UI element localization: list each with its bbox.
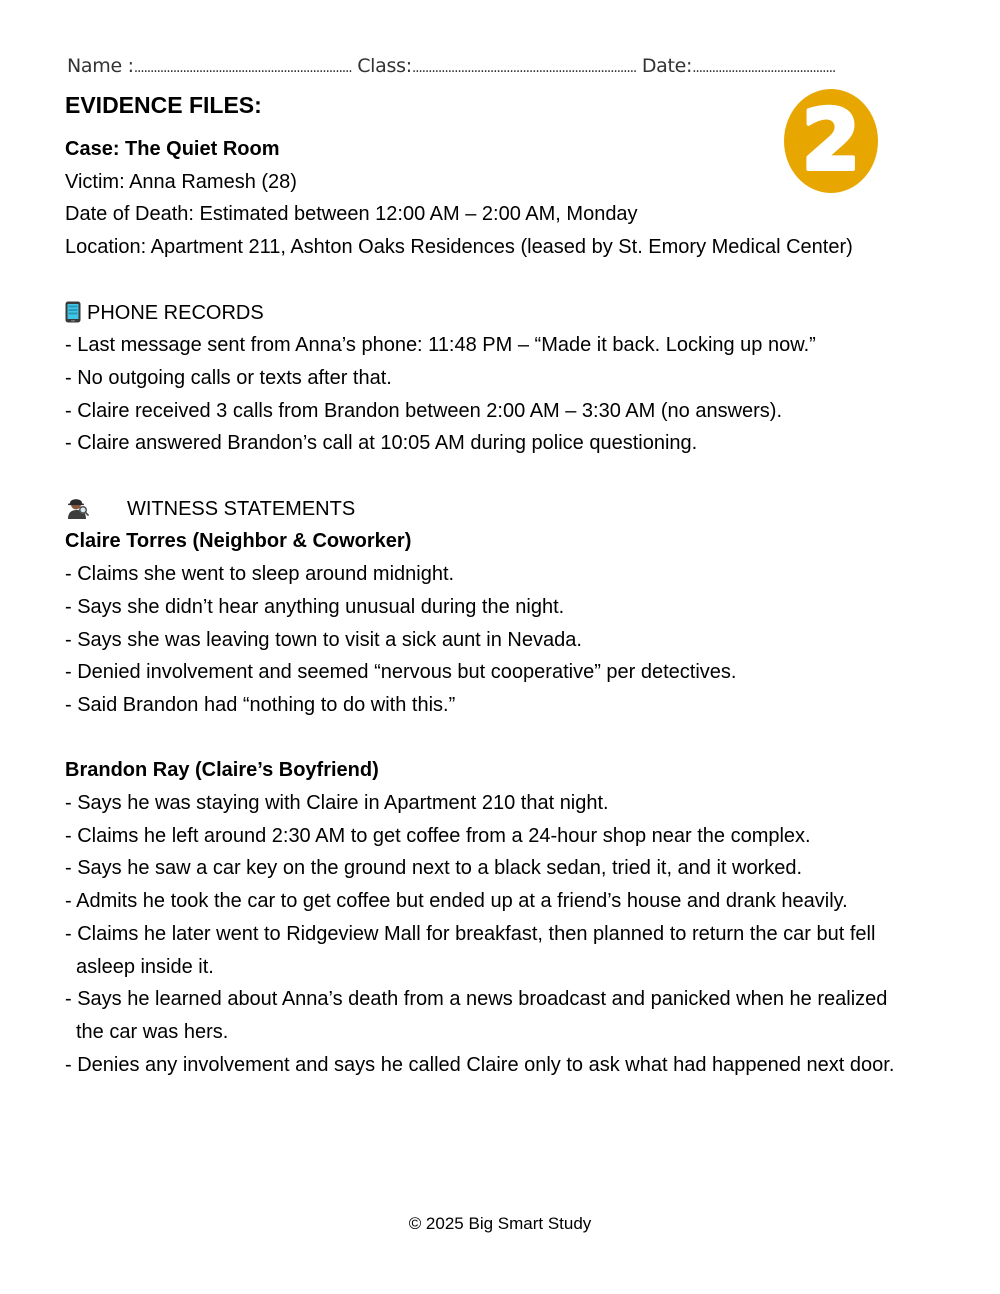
brandon-statement: - Says he was staying with Claire in Apartment 210 that night. (65, 792, 609, 815)
brandon-statement: - Claims he left around 2:30 AM to get coffee from a 24-hour shop near the complex. (65, 824, 811, 847)
brandon-statement-continued: the car was hers. (76, 1020, 229, 1043)
brandon-name: Brandon Ray (Claire’s Boyfriend) (65, 759, 379, 782)
brandon-statement: - Admits he took the car to get coffee but ended up at a friend’s house and drank heavily. (65, 890, 848, 913)
spacer (65, 460, 965, 493)
phone-record-item: - Claire answered Brandon’s call at 10:05 AM during police questioning. (65, 432, 698, 455)
student-info-line (67, 55, 947, 77)
badge-number: 2 (801, 91, 861, 189)
spacer (65, 264, 965, 297)
mobile-phone-icon (65, 301, 81, 323)
claire-statement: - Said Brandon had “nothing to do with this.” (65, 693, 456, 716)
evidence-content (65, 133, 965, 1081)
claire-statement: - Says she was leaving town to visit a sick aunt in Nevada. (65, 628, 582, 651)
case-title: Case: The Quiet Room (65, 138, 280, 160)
location-line: Location: Apartment 211, Ashton Oaks Residences (leased by St. Emory Medical Center) (65, 236, 853, 259)
claire-statement: - Says she didn’t hear anything unusual during the night. (65, 595, 565, 618)
date-blank[interactable]: ............................................ (692, 60, 836, 76)
victim-line: Victim: Anna Ramesh (28) (65, 170, 297, 193)
name-blank[interactable]: ................................................................... (133, 60, 352, 76)
phone-records-label: PHONE RECORDS (87, 301, 264, 324)
brandon-statement: - Claims he later went to Ridgeview Mall for breakfast, then planned to return the car but fell (65, 922, 876, 945)
claire-name: Claire Torres (Neighbor & Coworker) (65, 530, 412, 553)
claire-statement: - Claims she went to sleep around midnight. (65, 563, 455, 586)
phone-record-item: - No outgoing calls or texts after that. (65, 366, 392, 389)
detective-icon (65, 496, 89, 520)
brandon-statement-continued: asleep inside it. (76, 955, 214, 978)
phone-record-item: - Claire received 3 calls from Brandon between 2:00 AM – 3:30 AM (no answers). (65, 399, 783, 422)
brandon-statement: - Says he learned about Anna’s death from a news broadcast and panicked when he realized (65, 988, 888, 1011)
class-label: Class: (357, 55, 412, 77)
name-label: Name : (67, 55, 134, 77)
phone-record-item: - Last message sent from Anna’s phone: 11:48 PM – “Made it back. Locking up now.” (65, 334, 816, 357)
page-title: EVIDENCE FILES: (65, 92, 262, 118)
spacer (65, 722, 965, 755)
date-of-death-line: Date of Death: Estimated between 12:00 AM – 2:00 AM, Monday (65, 203, 638, 226)
class-blank[interactable]: ..................................................................... (411, 60, 637, 76)
copyright-footer: © 2025 Big Smart Study (408, 1214, 592, 1233)
date-label: Date: (641, 55, 693, 77)
phone-records-heading (65, 297, 965, 330)
witness-statements-heading (65, 493, 965, 526)
claire-statement: - Denied involvement and seemed “nervous but cooperative” per detectives. (65, 661, 737, 684)
brandon-statement: - Says he saw a car key on the ground next to a black sedan, tried it, and it worked. (65, 857, 803, 880)
witness-statements-label: WITNESS STATEMENTS (127, 497, 356, 520)
brandon-statement: - Denies any involvement and says he called Claire only to ask what had happened next door. (65, 1053, 895, 1076)
